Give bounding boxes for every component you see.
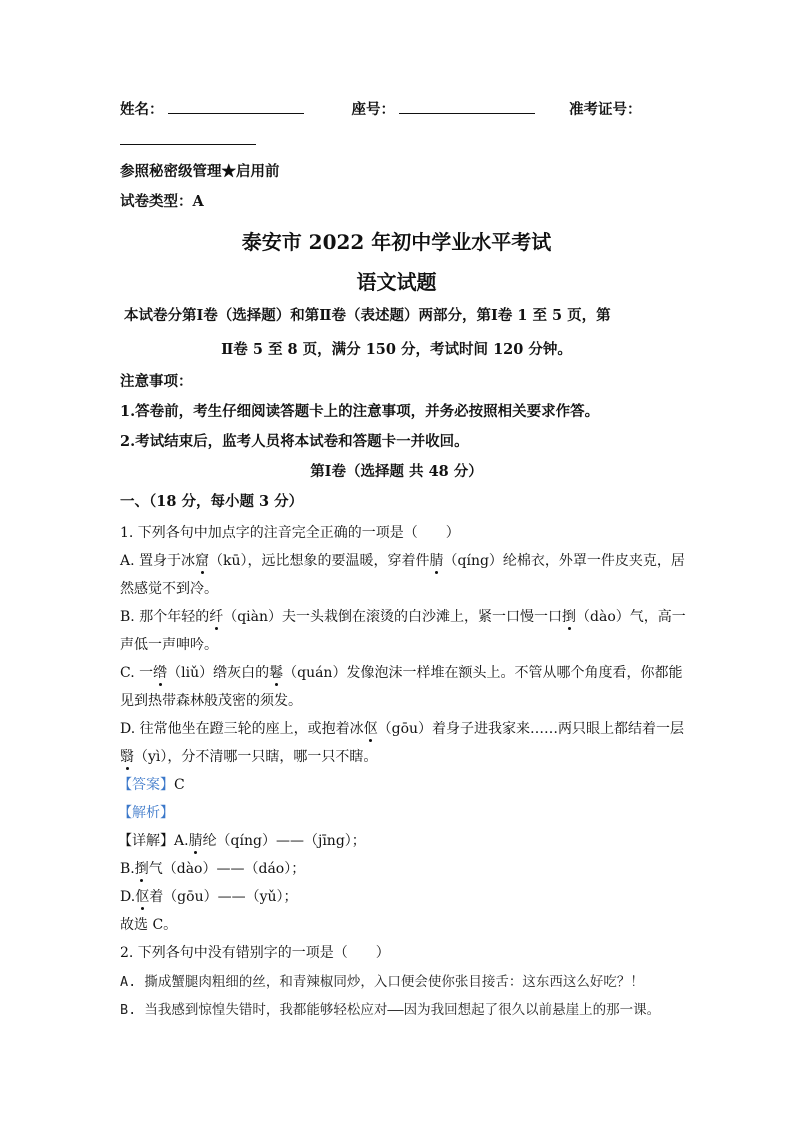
emphasis-char: 翳 <box>120 749 134 765</box>
name-blank <box>168 101 304 114</box>
q1-option-b-line2: 声低一声呻吟。 <box>120 637 218 653</box>
emphasis-char: 绺 <box>153 665 168 681</box>
text: A. 置身于冰 <box>120 553 196 569</box>
text: 着（gōu）——（yǔ）； <box>149 889 298 905</box>
q1-conclusion: 故选 C。 <box>120 917 178 933</box>
text: C. 一 <box>120 665 154 681</box>
exam-id-blank-row <box>120 130 256 149</box>
candidate-info-row <box>120 98 646 119</box>
q1-option-c-line1 <box>120 662 682 682</box>
emphasis-char: 腈 <box>429 553 444 569</box>
q1-option-d-line1 <box>120 718 684 738</box>
q2-stem: 2. 下列各句中没有错别字的一项是（ ） <box>120 945 390 961</box>
q1-detail-line1 <box>118 830 366 850</box>
emphasis-char: 伛 <box>363 721 378 737</box>
secrecy-label: 参照秘密级管理★启用前 <box>120 163 280 180</box>
emphasis-char: 伛 <box>135 889 150 905</box>
q1-option-d-line2 <box>120 746 377 766</box>
emphasis-char: 鬈 <box>269 665 284 681</box>
exam-id-label: 准考证号： <box>569 101 642 118</box>
q1-stem: 1. 下列各句中加点字的注音完全正确的一项是（ ） <box>120 525 460 541</box>
emphasis-char: 捯 <box>562 609 577 625</box>
emphasis-char: 纤 <box>209 609 224 625</box>
seat-label: 座号： <box>351 101 395 118</box>
text: （kū），远比想象的要温暖，穿着件 <box>209 553 430 569</box>
text: （qiàn）夫一头栽倒在滚烫的白沙滩上，紧一口慢一口 <box>223 609 563 625</box>
q1-option-a-line1 <box>120 550 685 570</box>
text: D. <box>120 889 136 905</box>
notes-heading: 注意事项： <box>120 373 193 390</box>
paper-type: 试卷类型：A <box>120 193 204 210</box>
exam-id-blank <box>120 132 256 145</box>
text: B. <box>120 861 135 877</box>
text: （gōu）着身子进我家来……两只眼上都结着一层 <box>377 721 685 737</box>
answer-value: C <box>174 777 185 793</box>
text: A. <box>174 833 189 849</box>
emphasis-char: 窟 <box>195 553 210 569</box>
answer-tag: 【答案】 <box>118 777 174 793</box>
text: （dào）气，高一 <box>576 609 686 625</box>
text: 气（dào）——（dáo）； <box>148 861 306 877</box>
seat-blank <box>399 101 535 114</box>
analysis-tag: 【解析】 <box>118 805 174 821</box>
q2-option-b: B. 当我感到惊惶失错时，我都能够轻松应对——因为我回想起了很久以前悬崖上的那一课。 <box>120 1002 661 1018</box>
intro-line-2: Ⅱ卷 5 至 8 页，满分 150 分，考试时间 120 分钟。 <box>221 341 572 358</box>
q1-option-a-line2: 然感觉不到冷。 <box>120 581 218 597</box>
q1-detail-line3 <box>120 886 298 906</box>
note-item-2: 2.考试结束后，监考人员将本试卷和答题卡一并收回。 <box>120 433 469 450</box>
subject-title: 语文试题 <box>356 270 437 294</box>
detail-tag: 【详解】 <box>118 833 174 849</box>
name-label: 姓名： <box>120 101 164 118</box>
text: （qíng）纶棉衣，外罩一件皮夹克，居 <box>443 553 685 569</box>
q1-detail-line2 <box>120 858 305 878</box>
q2-option-a: A. 撕成蟹腿肉粗细的丝，和青辣椒同炒，入口便会使你张目接舌：这东西这么好吃？！ <box>120 974 644 990</box>
text: B. 那个年轻的 <box>120 609 210 625</box>
q1-option-c-line2: 见到热带森林般茂密的须发。 <box>120 693 302 709</box>
note-item-1: 1.答卷前，考生仔细阅读答题卡上的注意事项，并务必按照相关要求作答。 <box>120 403 600 420</box>
emphasis-char: 捯 <box>134 861 149 877</box>
text: （quán）发像泡沫一样堆在额头上。不管从哪个角度看，你都能 <box>283 665 683 681</box>
part-title: 第Ⅰ卷（选择题 共 48 分） <box>310 463 483 480</box>
text: （yì），分不清哪一只瞎，哪一只不瞎。 <box>134 749 378 765</box>
text: 纶（qíng）——（jīng）； <box>202 833 366 849</box>
text: （liǔ）绺灰白的 <box>167 665 270 681</box>
group-title: 一、（18 分，每小题 3 分） <box>120 493 304 510</box>
emphasis-char: 腈 <box>188 833 203 849</box>
q1-option-b-line1 <box>120 606 686 626</box>
text: D. 往常他坐在蹬三轮的座上，或抱着冰 <box>120 721 364 737</box>
q1-answer <box>118 774 185 794</box>
exam-title: 泰安市 2022 年初中学业水平考试 <box>241 230 552 254</box>
intro-line-1: 本试卷分第Ⅰ卷（选择题）和第Ⅱ卷（表述题）两部分，第Ⅰ卷 1 至 5 页，第 <box>124 307 611 324</box>
